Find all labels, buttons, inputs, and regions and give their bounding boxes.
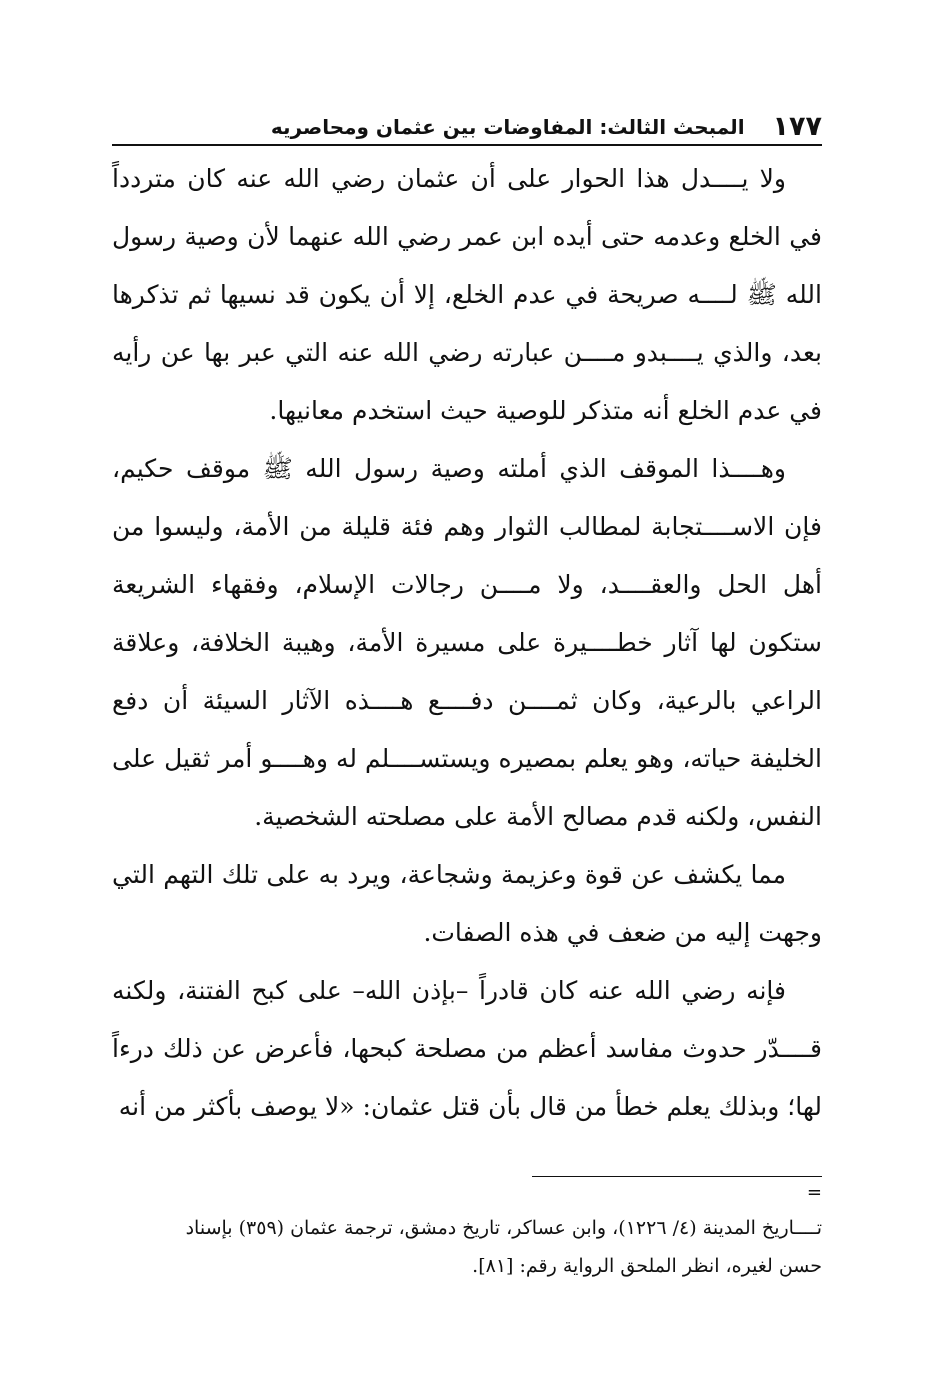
book-page (112, 108, 822, 1285)
footnotes (112, 1209, 822, 1285)
paragraph: وهــــذا الموقف الذي أملته وصية رسول الله ﷺ موقف حكيم، فإن الاســــتجابة لمطالب الثوار وهم فئة قليلة من الأمة، وليسوا من أهل الحل والعقــــد، ولا مــــن رجالات الإسلام، وفقهاء الشريعة ستكون لها آثار خطــــيرة على مسيرة الأمة، وهيبة الخلافة، وعلاقة الراعي بالرعية، وكان ثمــــن دفــــع هــــذه الآثار السيئة أن دفع الخليفة حياته، وهو يعلم بمصيره ويستســــلم له وهــــو أمر ثقيل على النفس، ولكنه قدم مصالح الأمة على مصلحته الشخصية. (112, 454, 822, 831)
paragraph: فإنه رضي الله عنه كان قادراً –بإذن الله– على كبح الفتنة، ولكنه قــــدّر حدوث مفاسد أعظم من مصلحة كبحها، فأعرض عن ذلك درءاً لها؛ وبذلك يعلم خطأ من قال بأن قتل عثمان: «لا يوصف بأكثر من أنه (112, 976, 822, 1121)
footnote-line: حسن لغيره، انظر الملحق الرواية رقم: [٨١]. (472, 1255, 822, 1277)
footnote-separator (532, 1176, 822, 1177)
page-number: ١٧٧ (772, 111, 822, 142)
running-header (112, 108, 822, 146)
chapter-title: المبحث الثالث: المفاوضات بين عثمان ومحاصريه (270, 115, 745, 139)
paragraph: ولا يــــدل هذا الحوار على أن عثمان رضي الله عنه كان متردداً في الخلع وعدمه حتى أيده ابن عمر رضي الله عنهما لأن وصية رسول الله ﷺ لــــه صريحة في عدم الخلع، إلا أن يكون قد نسيها ثم تذكرها بعد، والذي يــــبدو مــــن عبارته رضي الله عنه التي عبر بها عن رأيه في عدم الخلع أنه متذكر للوصية حيث استخدم معانيها. (112, 164, 822, 425)
paragraph: مما يكشف عن قوة وعزيمة وشجاعة، ويرد به على تلك التهم التي وجهت إليه من ضعف في هذه الصفات. (112, 860, 822, 947)
footnote-line: تــــاريخ المدينة (٤/ ١٢٢٦)، وابن عساكر، تاريخ دمشق، ترجمة عثمان (٣٥٩) بإسناد (185, 1217, 822, 1239)
footnote-continuation-mark: = (806, 1182, 822, 1203)
body-text (112, 150, 822, 1136)
